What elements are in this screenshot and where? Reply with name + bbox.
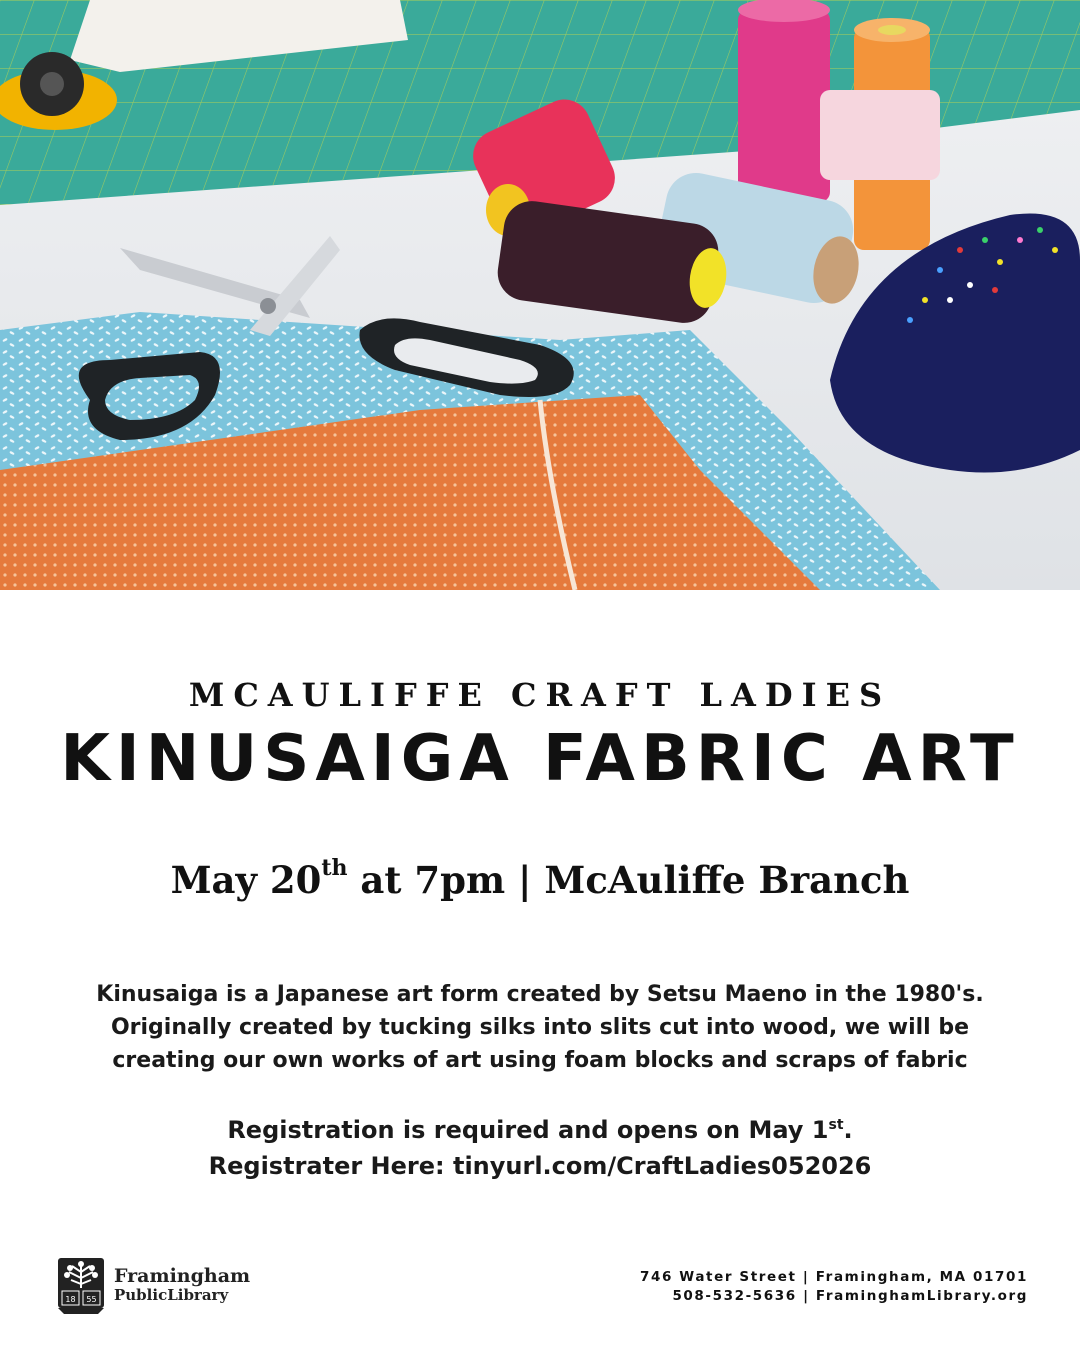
description-line: Originally created by tucking silks into slits cut into wood, we will be [110,1015,970,1040]
library-tree-icon [58,1258,104,1314]
event-date: May 20 [170,858,322,902]
sewing-supplies-photo-icon [0,0,1080,590]
logo-year-left: 18 [65,1295,76,1304]
registration-date-suffix: st [828,1117,844,1133]
registration-period: . [843,1116,853,1144]
description-line: creating our own works of art using foam blocks and scraps of fabric [112,1048,968,1073]
event-date-suffix: th [321,855,348,881]
registration-link[interactable]: Registrater Here: tinyurl.com/CraftLadies052026 [208,1152,872,1180]
logo-year-right: 55 [86,1295,97,1304]
event-time-location: at 7pm | McAuliffe Branch [347,858,910,902]
registration-text: Registration is required and opens on May 1 [227,1116,829,1144]
library-name-line1: Framingham [114,1265,251,1287]
hero-photo [0,0,1080,590]
event-kicker: MCAULIFFE CRAFT LADIES [188,676,892,714]
library-contact [640,1268,1028,1306]
spool-pink [738,0,830,202]
library-address: 746 Water Street | Framingham, MA 01701 [640,1269,1028,1285]
library-name-line2: PublicLibrary [114,1286,229,1304]
event-dateline [0,855,1080,902]
library-phone-website[interactable]: 508-532-5636 | FraminghamLibrary.org [672,1288,1028,1304]
registration-info [60,1112,1020,1184]
event-description [60,978,1020,1077]
description-line: Kinusaiga is a Japanese art form created by Setsu Maeno in the 1980's. [96,982,984,1007]
event-title: KINUSAIGA FABRIC ART [60,722,1020,796]
registration-line [60,1112,1020,1148]
library-name [114,1266,250,1304]
